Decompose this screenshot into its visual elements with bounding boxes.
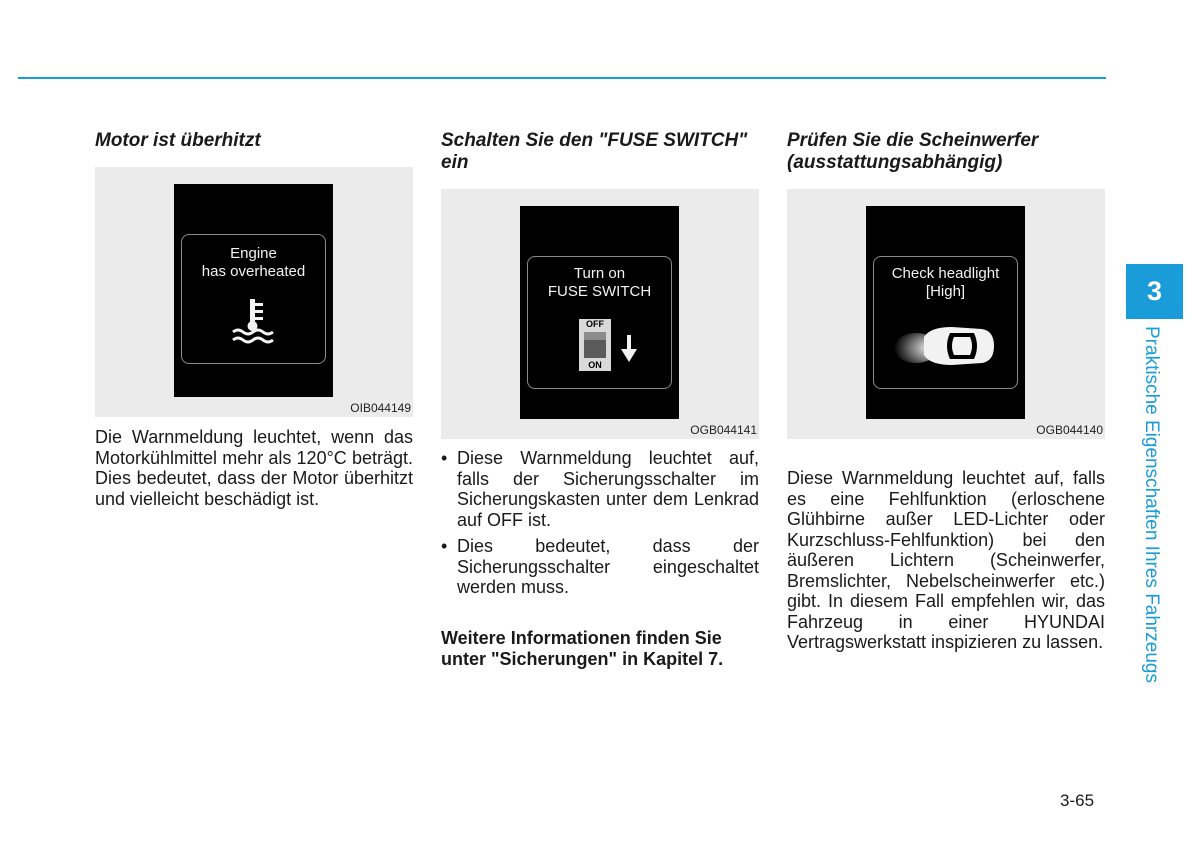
image-code: OGB044140 xyxy=(1036,423,1103,437)
cluster-display xyxy=(520,206,679,419)
cluster-figure xyxy=(787,189,1105,439)
warning-message: Check headlight [High] xyxy=(891,265,1000,300)
cluster-figure xyxy=(441,189,759,439)
section-heading: Motor ist überhitzt xyxy=(95,130,261,151)
warning-message: Engine has overheated xyxy=(201,245,306,280)
section-heading: Prüfen Sie die Scheinwerfer (ausstattungsabhängig) xyxy=(787,130,1039,173)
reference-note: Weitere Informationen finden Sie unter "Sicherungen" in Kapitel 7. xyxy=(441,628,724,669)
body-text: Diese Warnmeldung leuchtet auf, falls es eine Fehlfunktion (erloschene Glühbirne außer LED-Lichter oder Kurzschluss-Fehlfunktion) bei den äußeren Lichtern (Scheinwerfer, Bremslichter, Nebelscheinwerfer etc.) gibt. In diesem Fall empfehlen wir, das Fahrzeug in einer HYUNDAI Vertragswerkstatt inspizieren zu lassen. xyxy=(787,468,1105,652)
cluster-figure xyxy=(95,167,413,417)
section-heading: Schalten Sie den "FUSE SWITCH" ein xyxy=(441,130,748,173)
fuse-switch-icon: OFF ON xyxy=(579,319,611,371)
list-item: • Diese Warnmeldung leuchtet auf, falls der Sicherungsschalter im Sicherungskasten unter dem Lenkrad auf OFF ist. xyxy=(441,448,759,530)
list-item: • Dies bedeutet, dass der Sicherungsschalter eingeschaltet werden muss. xyxy=(441,536,759,598)
body-text: Die Warnmeldung leuchtet, wenn das Motorkühlmittel mehr als 120°C beträgt. Dies bedeutet, dass der Motor überhitzt und vielleicht beschädigt ist. xyxy=(95,427,413,509)
warning-panel xyxy=(527,256,672,389)
cluster-display xyxy=(174,184,333,397)
bullet-list xyxy=(441,448,759,604)
warning-panel xyxy=(181,234,326,364)
arrow-down-icon xyxy=(620,335,638,363)
chapter-tab: 3 xyxy=(1126,264,1183,319)
warning-message: Turn on FUSE SWITCH xyxy=(547,265,652,300)
top-rule xyxy=(18,77,1106,79)
cluster-display xyxy=(866,206,1025,419)
chapter-title: Praktische Eigenschaften Ihres Fahrzeugs xyxy=(1141,326,1162,683)
image-code: OGB044141 xyxy=(690,423,757,437)
car-headlight-icon xyxy=(890,321,1002,371)
page-number: 3-65 xyxy=(1060,791,1095,810)
image-code: OIB044149 xyxy=(350,401,411,415)
coolant-temperature-icon xyxy=(230,297,276,345)
warning-panel xyxy=(873,256,1018,389)
